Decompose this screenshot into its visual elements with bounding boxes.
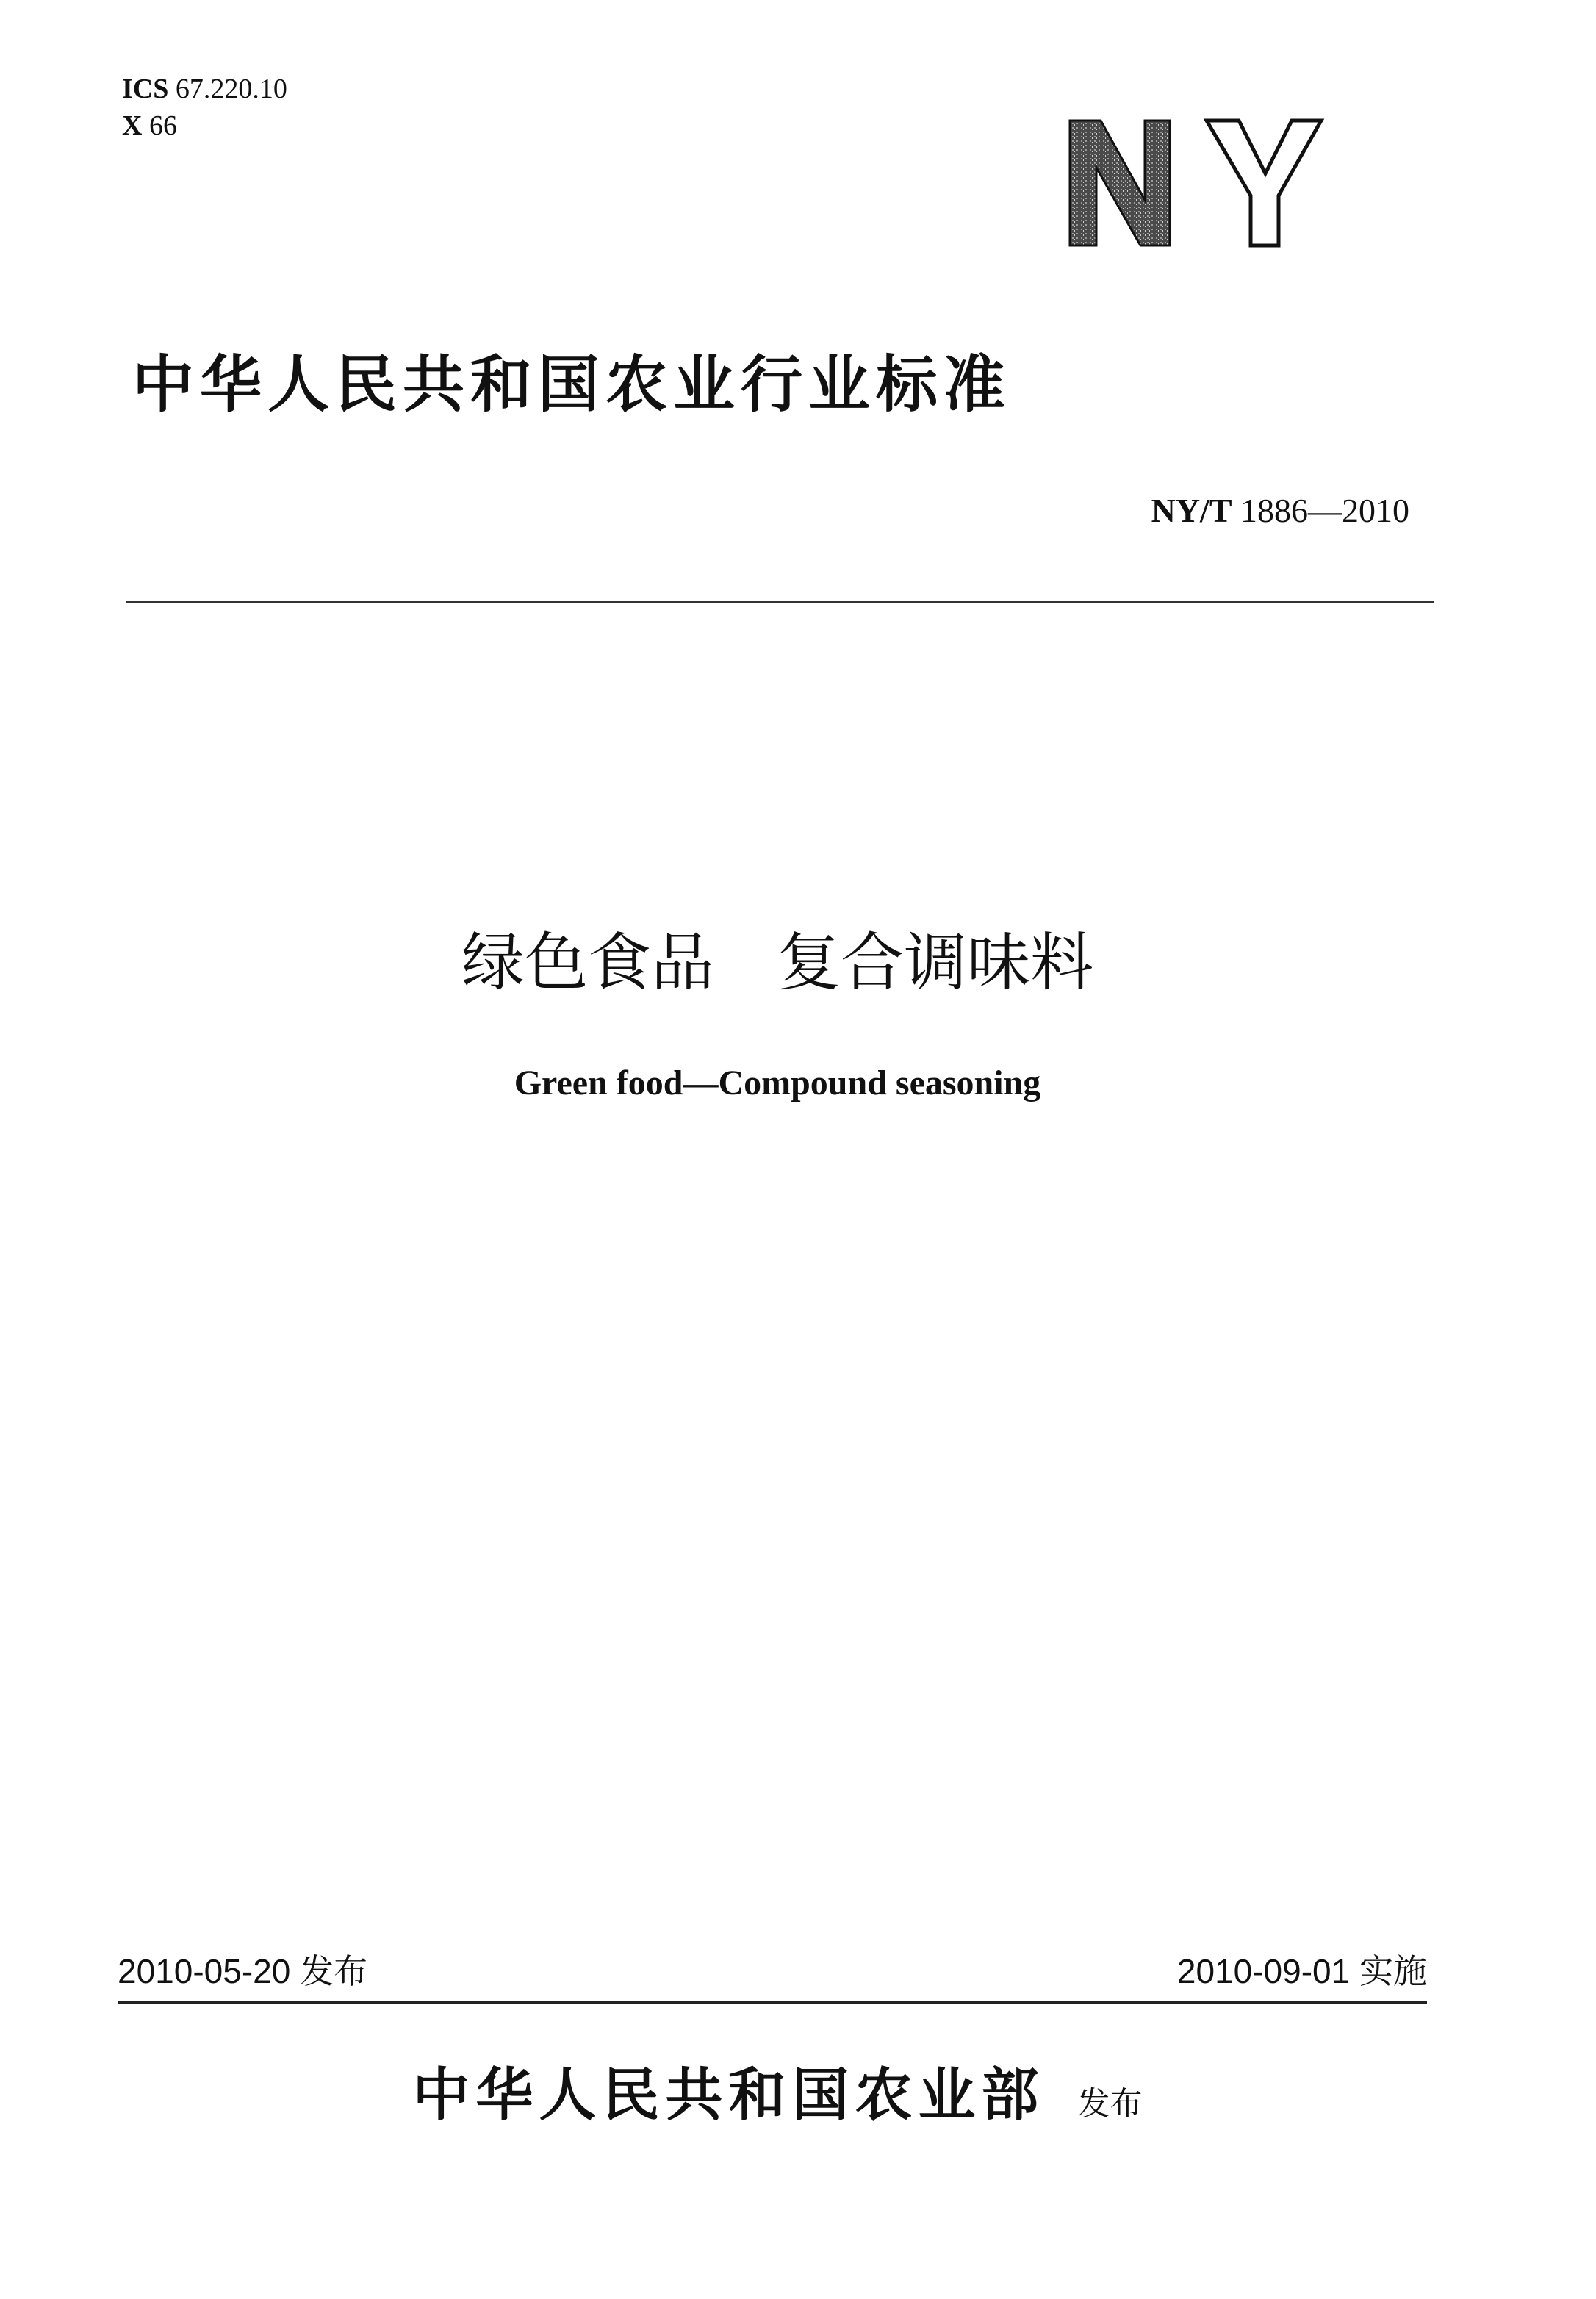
document-title-en: Green food—Compound seasoning xyxy=(514,1064,1041,1102)
ny-logo-graphic xyxy=(1063,118,1326,248)
class-code: 66 xyxy=(148,110,177,141)
header-divider xyxy=(126,601,1434,603)
ics-label: ICS xyxy=(122,73,169,104)
class-line xyxy=(122,107,287,144)
publisher-name: 中华人民共和国农业部 xyxy=(412,2062,1045,2128)
issue-date: 2010-05-20 发布 xyxy=(118,1952,368,1990)
ics-code: 67.220.10 xyxy=(175,73,287,104)
standard-number-value: 1886—2010 xyxy=(1240,492,1409,529)
ny-logo xyxy=(1063,118,1326,248)
standard-title: 中华人民共和国农业行业标准 xyxy=(132,348,1012,420)
class-label: X xyxy=(122,110,143,141)
publisher-action: 发布 xyxy=(1077,2085,1143,2123)
ics-line xyxy=(122,71,287,107)
document-title-cn: 绿色食品 复合调味料 xyxy=(461,926,1093,1000)
ics-classification xyxy=(122,71,287,144)
publisher xyxy=(0,2049,1555,2131)
footer-divider xyxy=(118,2001,1427,2004)
standard-number xyxy=(1151,491,1409,530)
implementation-date: 2010-09-01 实施 xyxy=(1176,1952,1427,1990)
standard-number-prefix: NY/T xyxy=(1151,492,1232,529)
